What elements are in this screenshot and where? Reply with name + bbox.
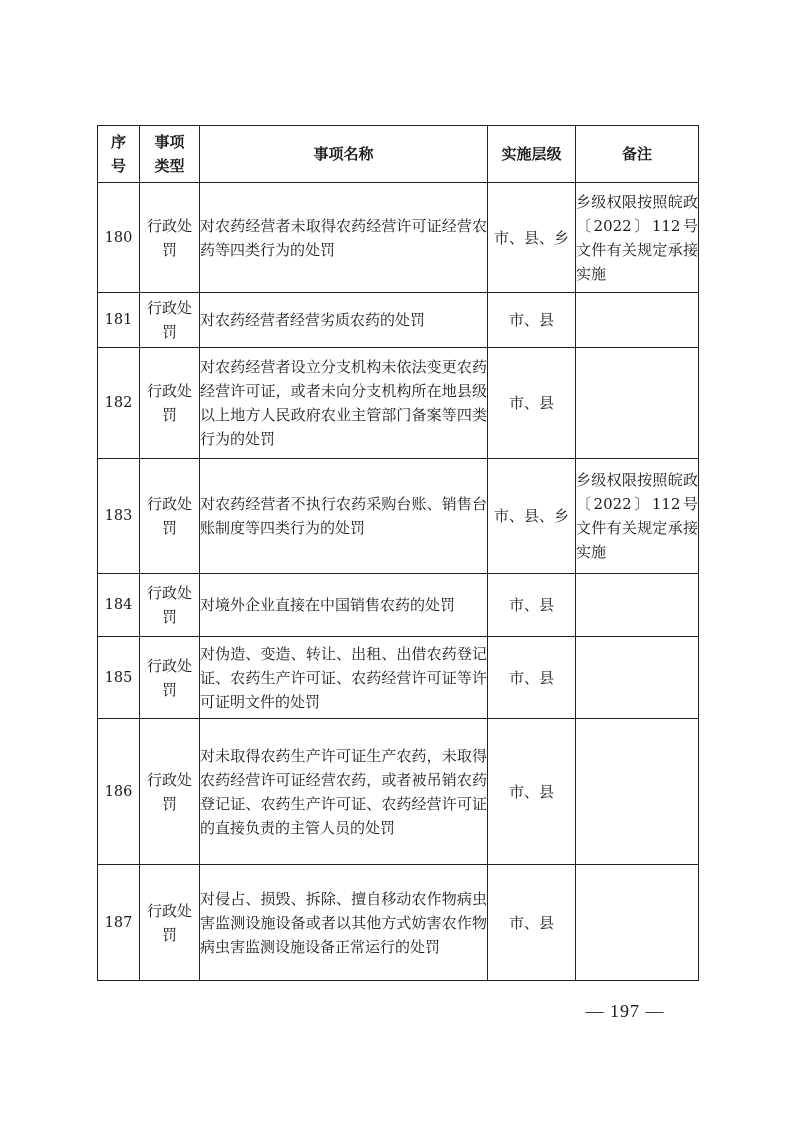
row-name: 对未取得农药生产许可证生产农药，未取得农药经营许可证经营农药，或者被吊销农药登记证、农药生产许可证、农药经营许可证的直接负责的主管人员的处罚: [200, 719, 488, 865]
row-remark: [576, 293, 699, 348]
header-name: 事项名称: [200, 126, 488, 183]
table-row: [98, 574, 699, 637]
table-header-row: [98, 126, 699, 183]
row-name: 对农药经营者不执行农药采购台账、销售台账制度等四类行为的处罚: [200, 459, 488, 574]
row-level: 市、县: [488, 719, 576, 865]
table-row: [98, 348, 699, 459]
row-no: 185: [98, 637, 140, 719]
row-remark: [576, 719, 699, 865]
row-type: 行政处罚: [140, 637, 200, 719]
row-level: 市、县: [488, 348, 576, 459]
row-type: 行政处罚: [140, 865, 200, 981]
row-level: 市、县: [488, 637, 576, 719]
row-remark: [576, 574, 699, 637]
row-level: 市、县: [488, 574, 576, 637]
header-type: 事项类型: [140, 126, 200, 183]
row-type: 行政处罚: [140, 183, 200, 293]
header-no: 序号: [98, 126, 140, 183]
table-row: [98, 459, 699, 574]
row-no: 187: [98, 865, 140, 981]
row-remark: [576, 637, 699, 719]
row-no: 184: [98, 574, 140, 637]
row-type: 行政处罚: [140, 719, 200, 865]
row-level: 市、县: [488, 293, 576, 348]
row-name: 对伪造、变造、转让、出租、出借农药登记证、农药生产许可证、农药经营许可证等许可证明文件的处罚: [200, 637, 488, 719]
row-no: 180: [98, 183, 140, 293]
page-number: — 197 —: [585, 1001, 665, 1021]
row-remark: 乡级权限按照皖政〔2022〕112号文件有关规定承接实施: [576, 183, 699, 293]
row-level: 市、县、乡: [488, 459, 576, 574]
table-row: [98, 719, 699, 865]
table-row: [98, 865, 699, 981]
items-table: [97, 125, 699, 981]
row-type: 行政处罚: [140, 574, 200, 637]
row-name: 对农药经营者经营劣质农药的处罚: [200, 293, 488, 348]
row-no: 182: [98, 348, 140, 459]
row-name: 对农药经营者设立分支机构未依法变更农药经营许可证，或者未向分支机构所在地县级以上地方人民政府农业主管部门备案等四类行为的处罚: [200, 348, 488, 459]
row-no: 186: [98, 719, 140, 865]
row-type: 行政处罚: [140, 459, 200, 574]
table-row: [98, 293, 699, 348]
row-name: 对侵占、损毁、拆除、擅自移动农作物病虫害监测设施设备或者以其他方式妨害农作物病虫害监测设施设备正常运行的处罚: [200, 865, 488, 981]
row-name: 对境外企业直接在中国销售农药的处罚: [200, 574, 488, 637]
row-level: 市、县、乡: [488, 183, 576, 293]
row-no: 181: [98, 293, 140, 348]
row-remark: [576, 865, 699, 981]
header-level: 实施层级: [488, 126, 576, 183]
table-row: [98, 183, 699, 293]
header-remark: 备注: [576, 126, 699, 183]
row-name: 对农药经营者未取得农药经营许可证经营农药等四类行为的处罚: [200, 183, 488, 293]
row-type: 行政处罚: [140, 293, 200, 348]
row-level: 市、县: [488, 865, 576, 981]
row-type: 行政处罚: [140, 348, 200, 459]
row-remark: [576, 348, 699, 459]
row-no: 183: [98, 459, 140, 574]
row-remark: 乡级权限按照皖政〔2022〕112号文件有关规定承接实施: [576, 459, 699, 574]
table-row: [98, 637, 699, 719]
